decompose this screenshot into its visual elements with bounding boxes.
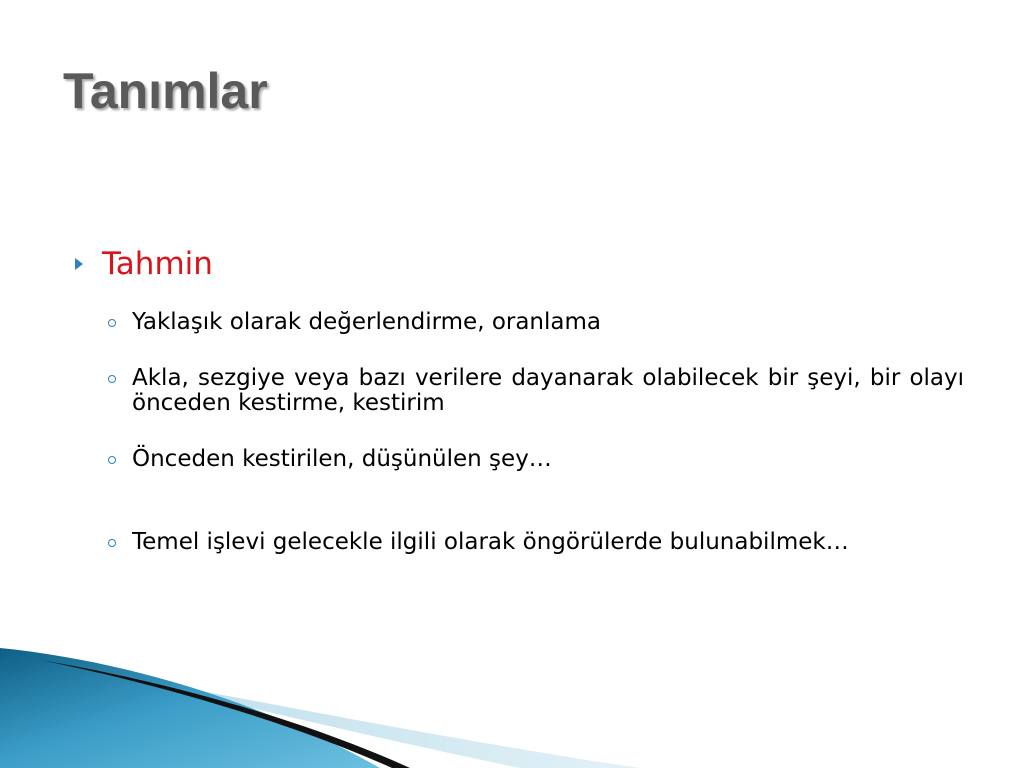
list-item: [74, 310, 964, 335]
arrow-bullet-icon: [74, 257, 102, 271]
circle-bullet-icon: [108, 375, 116, 383]
list-item-text: Önceden kestirilen, düşünülen şey…: [132, 446, 552, 472]
slide-title: Tanımlar: [63, 63, 268, 119]
list-item-text: Yaklaşık olarak değerlendirme, oranlama: [132, 309, 601, 335]
list-item-text: Temel işlevi gelecekle ilgili olarak öngörülerde bulunabilmek…: [132, 529, 849, 555]
bullet-heading: Tahmin: [102, 246, 213, 282]
slide-content: [74, 240, 964, 555]
circle-bullet-icon: [108, 456, 116, 464]
list-item: [74, 530, 964, 555]
circle-bullet-icon: [108, 319, 116, 327]
circle-bullet-icon: [108, 539, 116, 547]
list-item: [74, 366, 964, 416]
list-item-text: Akla, sezgiye veya bazı verilere dayanarak olabilecek bir şeyi, bir olayı önceden kestirme, kestirim: [132, 365, 964, 416]
bullet-tahmin: [74, 240, 964, 288]
sub-bullet-list: [74, 310, 964, 555]
list-item: [74, 447, 964, 472]
